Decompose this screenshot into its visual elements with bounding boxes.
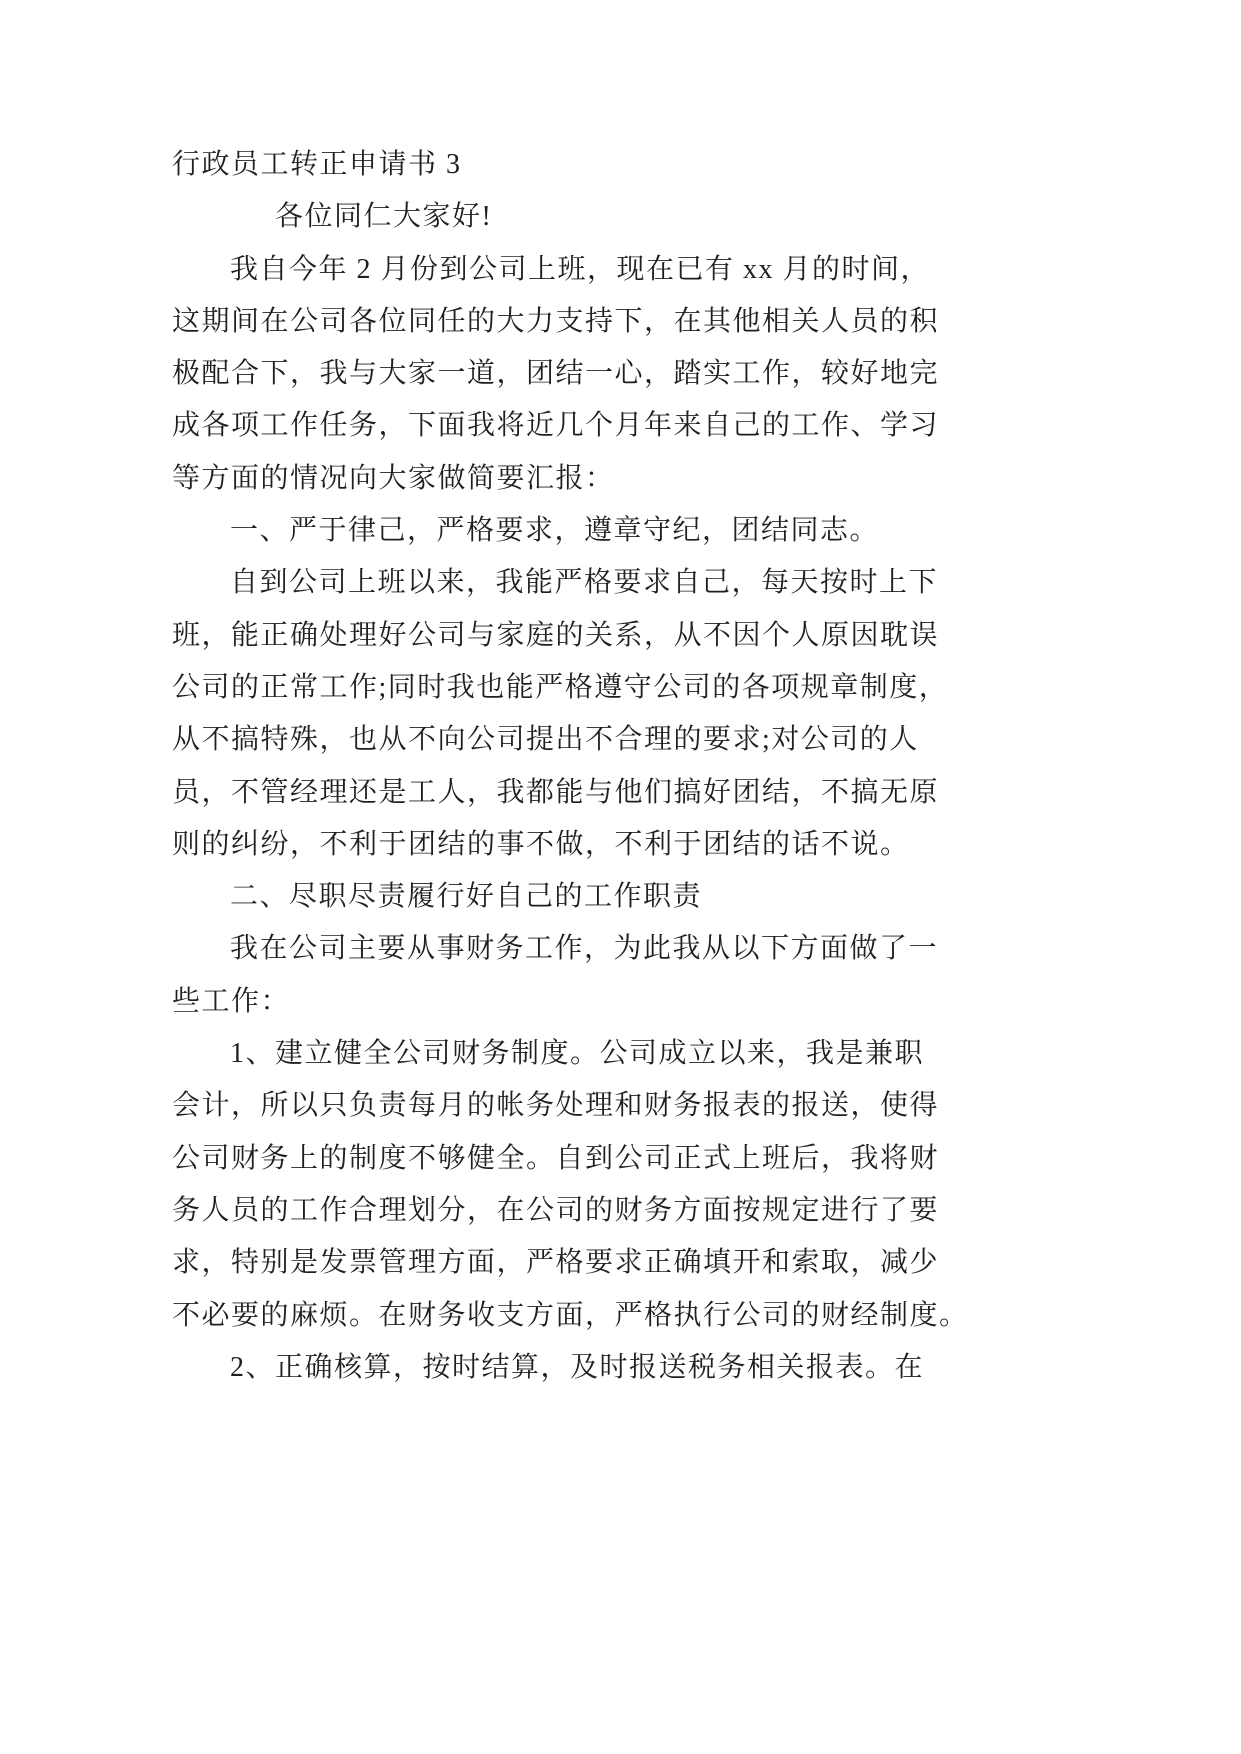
greeting: 各位同仁大家好! (275, 201, 493, 233)
paragraph-line: 班，能正确处理好公司与家庭的关系，从不因个人原因耽误 (172, 619, 940, 651)
paragraph-line: 自到公司上班以来，我能严格要求自己，每天按时上下 (230, 567, 939, 599)
document-title: 行政员工转正申请书 3 (172, 149, 462, 180)
paragraph (172, 1028, 1172, 1342)
paragraph-line: 会计，所以只负责每月的帐务处理和财务报表的报送，使得 (172, 1090, 940, 1122)
paragraph-line: 务人员的工作合理划分，在公司的财务方面按规定进行了要 (172, 1194, 940, 1226)
paragraph (172, 1342, 1172, 1394)
paragraph-line: 二、尽职尽责履行好自己的工作职责 (230, 881, 703, 913)
paragraph-line: 等方面的情况向大家做简要汇报： (172, 462, 615, 494)
paragraph (172, 244, 1172, 505)
paragraph-line: 些工作： (172, 985, 291, 1017)
paragraph-line: 我在公司主要从事财务工作，为此我从以下方面做了一 (230, 933, 939, 965)
document-body (172, 139, 1172, 1394)
paragraph-line: 员，不管经理还是工人，我都能与他们搞好团结，不搞无原 (172, 776, 940, 808)
paragraph-line: 不必要的麻烦。在财务收支方面，严格执行公司的财经制度。 (172, 1299, 969, 1331)
section-heading (172, 505, 1172, 557)
paragraph-line: 一、严于律己，严格要求，遵章守纪，团结同志。 (230, 515, 880, 547)
paragraph-line: 求，特别是发票管理方面，严格要求正确填开和索取，减少 (172, 1247, 940, 1279)
paragraph-line: 这期间在公司各位同任的大力支持下，在其他相关人员的积 (172, 305, 940, 337)
paragraph-line: 成各项工作任务，下面我将近几个月年来自己的工作、学习 (172, 410, 940, 442)
paragraph (172, 923, 1172, 1028)
paragraph-line: 2、正确核算，按时结算，及时报送税务相关报表。在 (230, 1351, 925, 1383)
paragraph-line: 公司的正常工作;同时我也能严格遵守公司的各项规章制度， (172, 671, 949, 703)
paragraph (172, 557, 1172, 871)
paragraph-line: 我自今年 2 月份到公司上班，现在已有 xx 月的时间， (230, 253, 931, 285)
paragraph-line: 则的纠纷，不利于团结的事不做，不利于团结的话不说。 (172, 828, 910, 860)
section-heading (172, 871, 1172, 923)
paragraph-line: 从不搞特殊，也从不向公司提出不合理的要求;对公司的人 (172, 724, 919, 756)
paragraph-line: 极配合下，我与大家一道，团结一心，踏实工作，较好地完 (172, 358, 940, 390)
paragraph-line: 公司财务上的制度不够健全。自到公司正式上班后，我将财 (172, 1142, 940, 1174)
paragraph-line: 1、建立健全公司财务制度。公司成立以来，我是兼职 (230, 1038, 925, 1070)
